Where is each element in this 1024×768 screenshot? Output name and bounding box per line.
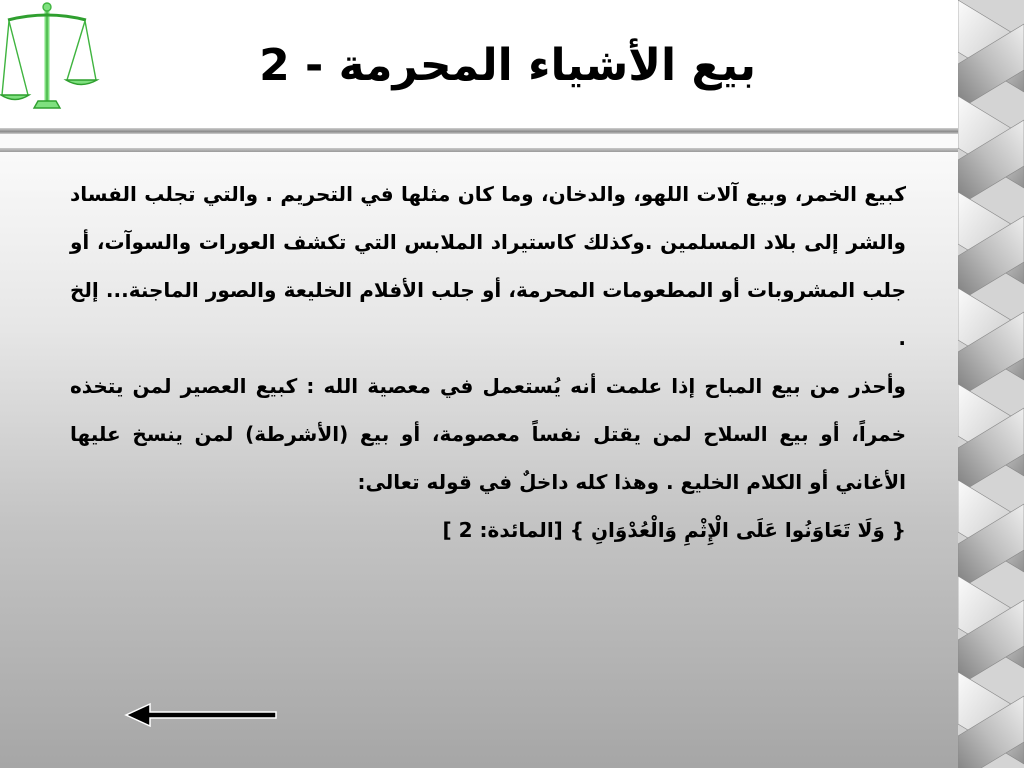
decorative-ribbon — [958, 0, 1024, 768]
body-text — [70, 170, 906, 554]
header-divider-lower — [0, 148, 958, 152]
back-arrow-icon[interactable] — [124, 700, 280, 730]
scales-of-justice-icon — [0, 0, 100, 116]
header-divider — [0, 128, 958, 134]
slide-title: بيع الأشياء المحرمة - 2 — [259, 40, 756, 91]
paragraph-permissible-misuse: وأحذر من بيع المباح إذا علمت أنه يُستعمل في معصية الله : كبيع العصير لمن يتخذه خمراً، أو بيع السلاح لمن يقتل نفساً معصومة، أو بيع (الأشرطة) لمن ينسخ عليها الأغاني أو الكلام الخليع . وهذا كله داخلٌ في قوله تعالى: — [70, 374, 906, 494]
paragraph-forbidden-goods: كبيع الخمر، وبيع آلات اللهو، والدخان، وما كان مثلها في التحريم . والتي تجلب الفساد والشر إلى بلاد المسلمين .وكذلك كاستيراد الملابس التي تكشف العورات والسوآت، أو جلب المشروبات أو المطعومات المحرمة، أو جلب الأفلام الخليعة والصور الماجنة... إلخ . — [70, 182, 906, 350]
quran-verse: { وَلَا تَعَاوَنُوا عَلَى الْإِثْمِ وَالْعُدْوَانِ } [المائدة: 2 ] — [442, 518, 906, 542]
